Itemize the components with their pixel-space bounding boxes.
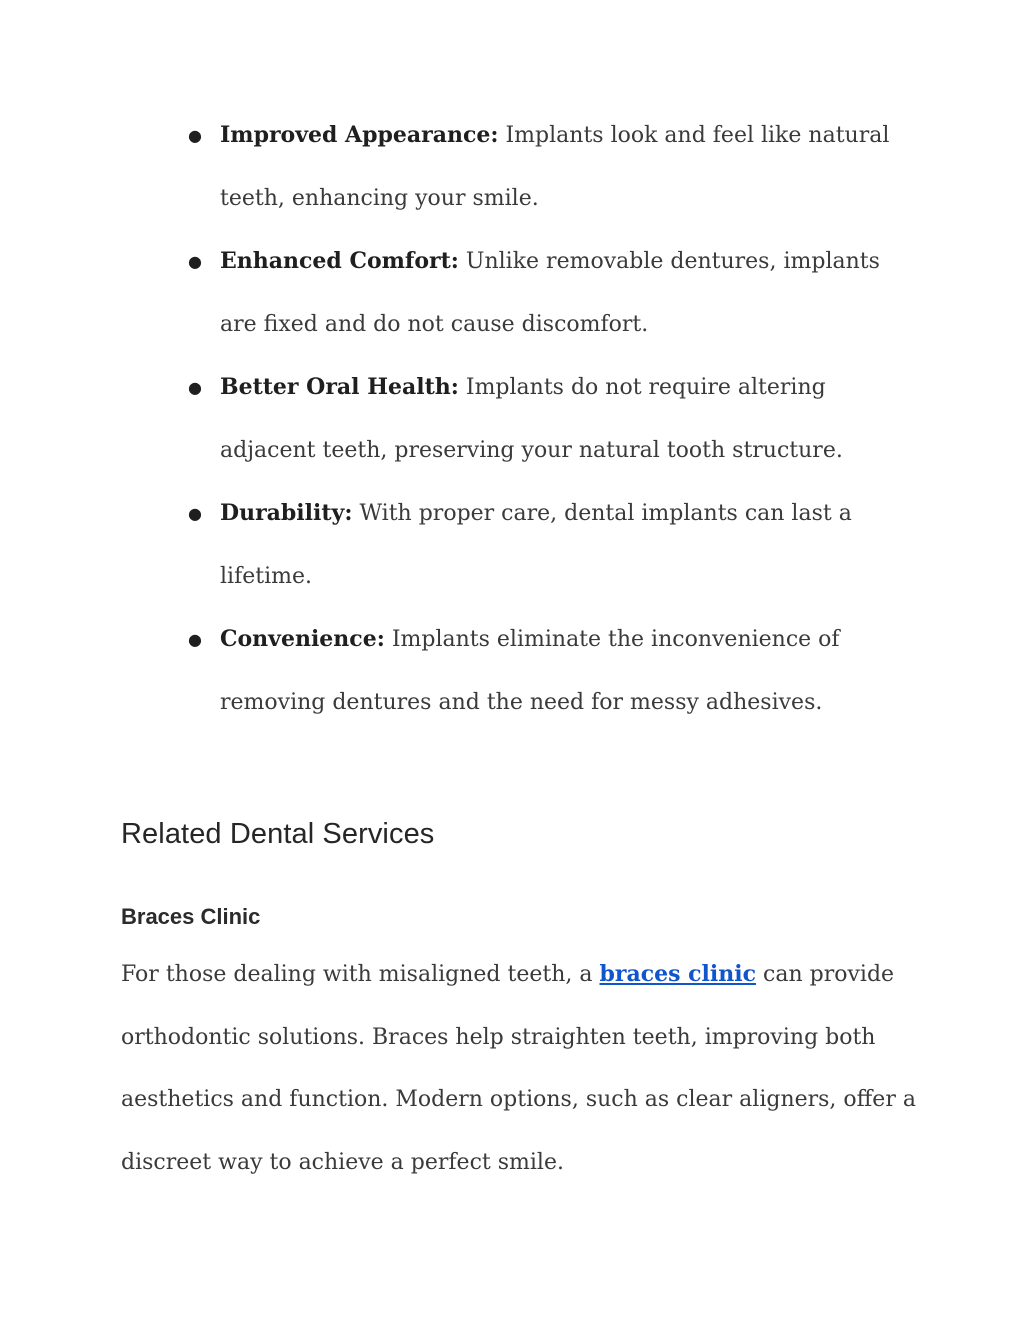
braces-clinic-link[interactable]: braces clinic: [599, 961, 757, 987]
paragraph-text-before: For those dealing with misaligned teeth, a: [121, 962, 593, 987]
benefit-term: Durability:: [220, 500, 353, 526]
list-item: [188, 104, 908, 230]
benefit-description: Implants eliminate the inconvenience of removing dentures and the need for messy adhesives.: [220, 627, 840, 715]
benefit-description: With proper care, dental implants can last a lifetime.: [220, 501, 852, 589]
benefit-term: Convenience:: [220, 626, 385, 652]
benefits-list: [188, 104, 908, 734]
braces-clinic-paragraph: [121, 943, 921, 1194]
section-heading: Related Dental Services: [121, 818, 435, 850]
paragraph-text-after: can provide orthodontic solutions. Braces help straighten teeth, improving both aesthetics and function. Modern options, such as clear aligners, offer a discreet way to achieve a perfect smile.: [121, 962, 916, 1175]
bullet-icon: ●: [188, 630, 202, 649]
list-item: [188, 230, 908, 356]
braces-clinic-heading: Braces Clinic: [121, 904, 261, 929]
list-item: [188, 608, 908, 734]
bullet-icon: ●: [188, 126, 202, 145]
benefit-term: Enhanced Comfort:: [220, 248, 459, 274]
benefit-description: Implants look and feel like natural teeth, enhancing your smile.: [220, 123, 890, 211]
list-item: [188, 482, 908, 608]
bullet-icon: ●: [188, 252, 202, 271]
bullet-icon: ●: [188, 504, 202, 523]
bullet-icon: ●: [188, 378, 202, 397]
benefit-description: Unlike removable dentures, implants are fixed and do not cause discomfort.: [220, 249, 880, 337]
benefit-term: Better Oral Health:: [220, 374, 459, 400]
benefit-description: Implants do not require altering adjacent teeth, preserving your natural tooth structure.: [220, 375, 843, 463]
benefit-term: Improved Appearance:: [220, 122, 499, 148]
list-item: [188, 356, 908, 482]
